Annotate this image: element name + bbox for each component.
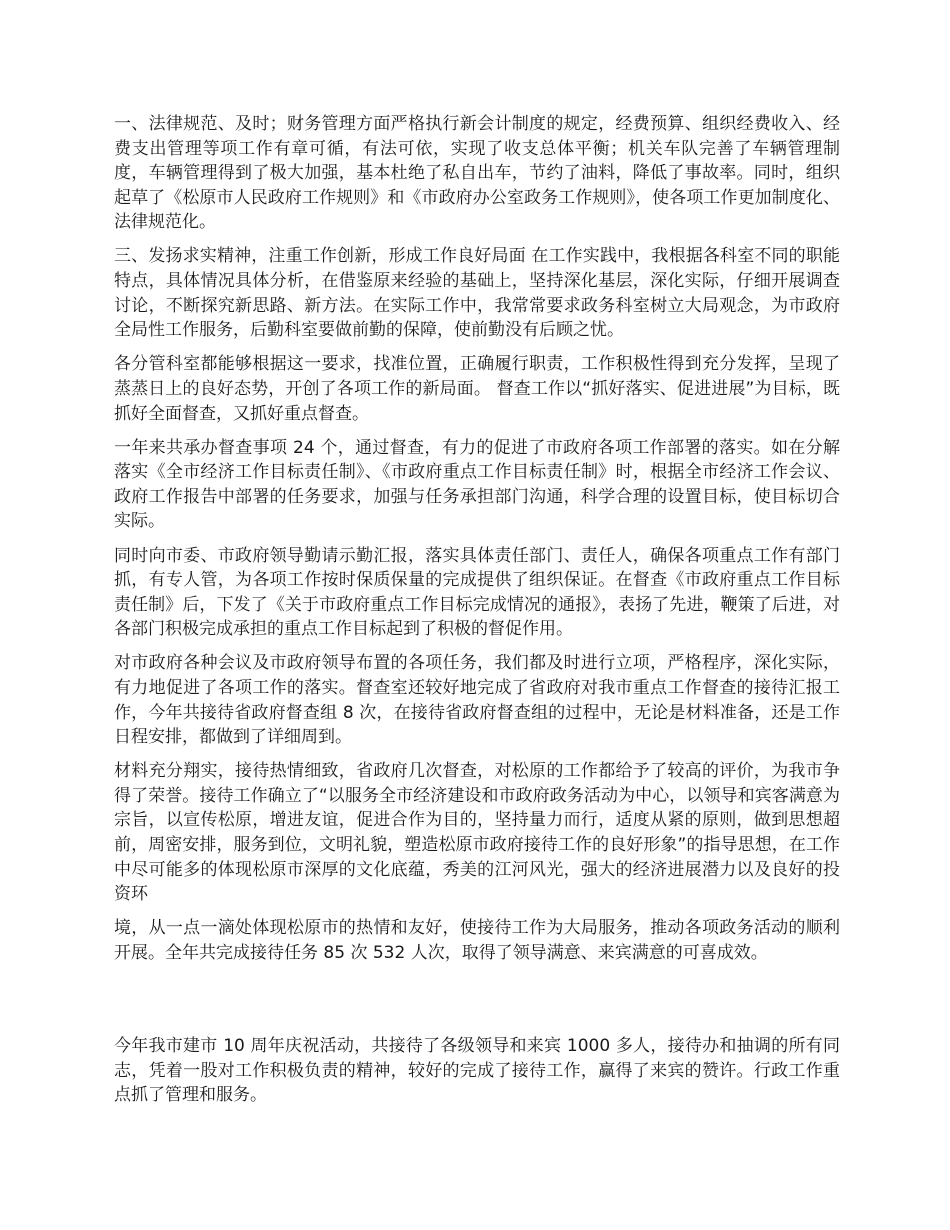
paragraph-meeting-tasks: 对市政府各种会议及市政府领导布置的各项任务，我们都及时进行立项，严格程序，深化实际，有力地促进了各项工作的落实。督查室还较好地完成了省政府对我市重点工作督查的接待汇报工作，今年共接待省政府督查组 8 次，在接待省政府督查组的过程中，无论是材料准备，还是工作日程安排，都做到了详细周到。: [114, 653, 840, 748]
paragraph-department-duties: 各分管科室都能够根据这一要求，找准位置，正确履行职责，工作积极性得到充分发挥，呈现了蒸蒸日上的良好态势，开创了各项工作的新局面。 督查工作以“抓好落实、促进进展”为目标，既抓好全面督查，又抓好重点督查。: [114, 354, 840, 424]
paragraph-leadership-reporting: 同时向市委、市政府领导勤请示勤汇报，落实具体责任部门、责任人，确保各项重点工作有部门抓，有专人管，为各项工作按时保质保量的完成提供了组织保证。在督查《市政府重点工作目标责任制》后，下发了《关于市政府重点工作目标完成情况的通报》，表扬了先进，鞭策了后进，对各部门积极完成承担的重点工作目标起到了积极的督促作用。: [114, 545, 840, 640]
paragraph-reception-results: 境，从一点一滴处体现松原市的热情和友好，使接待工作为大局服务，推动各项政务活动的顺利开展。全年共完成接待任务 85 次 532 人次，取得了领导满意、来宾满意的可喜成效。: [114, 918, 840, 963]
paragraph-pragmatic-spirit: 三、发扬求实精神，注重工作创新，形成工作良好局面 在工作实践中，我根据各科室不同的职能特点，具体情况具体分析，在借鉴原来经验的基础上，坚持深化基层，深化实际，仔细开展调查讨论，不断探究新思路、新方法。在实际工作中，我常常要求政务科室树立大局观念，为市政府全局性工作服务，后勤科室要做前勤的保障，使前勤没有后顾之忧。: [114, 246, 840, 341]
document-body: [114, 112, 840, 1117]
paragraph-anniversary: 今年我市建市 10 周年庆祝活动，共接待了各级领导和来宾 1000 多人，接待办和抽调的所有同志，凭着一股对工作积极负责的精神，较好的完成了接待工作，赢得了来宾的赞许。行政工作重点抓了管理和服务。: [114, 1036, 840, 1106]
paragraph-supervision-items: 一年来共承办督查事项 24 个，通过督查，有力的促进了市政府各项工作部署的落实。如在分解落实《全市经济工作目标责任制》、《市政府重点工作目标责任制》时，根据全市经济工作会议、政府工作报告中部署的任务要求，加强与任务承担部门沟通，科学合理的设置目标，使目标切合实际。: [114, 437, 840, 532]
paragraph-reception-work: 材料充分翔实，接待热情细致，省政府几次督查，对松原的工作都给予了较高的评价，为我市争得了荣誉。接待工作确立了“以服务全市经济建设和市政府政务活动为中心，以领导和宾客满意为宗旨，以宣传松原，增进友谊，促进合作为目的，坚持量力而行，适度从紧的原则，做到思想超前，周密安排，服务到位，文明礼貌，塑造松原市政府接待工作的良好形象”的指导思想，在工作中尽可能多的体现松原市深厚的文化底蕴，秀美的江河风光，强大的经济进展潜力以及良好的投资环: [114, 761, 840, 905]
paragraph-legal-norms: 一、法律规范、及时；财务管理方面严格执行新会计制度的规定，经费预算、组织经费收入、经费支出管理等项工作有章可循，有法可依，实现了收支总体平衡；机关车队完善了车辆管理制度，车辆管理得到了极大加强，基本杜绝了私自出车，节约了油料，降低了事故率。同时，组织起草了《松原市人民政府工作规则》和《市政府办公室政务工作规则》，使各项工作更加制度化、法律规范化。: [114, 114, 840, 233]
paragraph-gap: [114, 975, 840, 1034]
